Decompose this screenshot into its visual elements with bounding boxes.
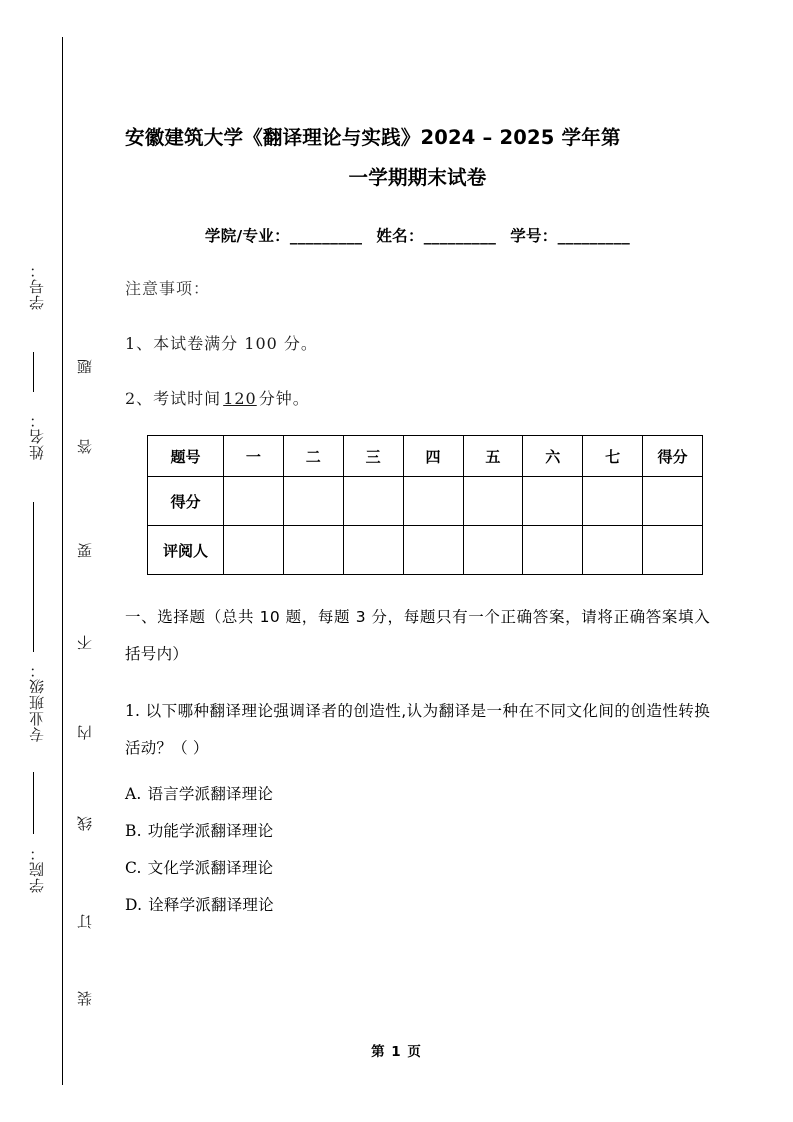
score-table-col-3: 三: [343, 436, 403, 477]
reviewer-cell[interactable]: [583, 526, 643, 575]
margin-label-name: 姓名：: [28, 412, 46, 460]
score-row-label: 得分: [148, 477, 224, 526]
reviewer-cell[interactable]: [463, 526, 523, 575]
student-info-row: [125, 198, 710, 246]
exam-duration-value: 120: [223, 389, 257, 408]
score-table-col-1: 一: [224, 436, 284, 477]
binding-char-ding: 订: [76, 913, 94, 929]
score-table-col-total: 得分: [643, 436, 703, 477]
question-1-option-c[interactable]: [125, 841, 710, 878]
question-1-option-d[interactable]: [125, 878, 710, 915]
page-title-line-2: 一学期期末试卷: [348, 166, 487, 189]
binding-char-ti: 题: [76, 358, 94, 374]
table-row: [148, 526, 703, 575]
option-a-text: 语言学派翻译理论: [147, 785, 274, 803]
margin-divider-1: [33, 352, 34, 392]
score-table-col-7: 七: [583, 436, 643, 477]
notice-item-2-prefix: 2、考试时间: [125, 389, 222, 408]
notice-heading: 注意事项：: [125, 279, 211, 298]
score-table-header-label: 题号: [148, 436, 224, 477]
score-cell[interactable]: [463, 477, 523, 526]
student-id-blank[interactable]: _________: [557, 227, 631, 245]
score-table-container: [125, 409, 710, 575]
document-body: [125, 0, 710, 1122]
table-row: [148, 477, 703, 526]
binding-char-nei: 内: [76, 724, 94, 740]
question-1: [125, 673, 710, 767]
reviewer-cell[interactable]: [523, 526, 583, 575]
margin-label-student-id: 学号：: [28, 262, 46, 310]
score-table-col-5: 五: [463, 436, 523, 477]
department-label: 学院/专业：: [204, 227, 290, 245]
notice-item-2: [125, 354, 710, 409]
score-cell[interactable]: [343, 477, 403, 526]
option-c-text: 文化学派翻译理论: [147, 859, 274, 877]
binding-char-xian: 线: [76, 815, 94, 831]
question-1-number: 1.: [125, 702, 141, 720]
binding-vertical-rule: [62, 37, 63, 1085]
reviewer-cell[interactable]: [403, 526, 463, 575]
page-title-line-1: 安徽建筑大学《翻译理论与实践》2024 – 2025 学年第: [125, 126, 621, 149]
score-table-col-6: 六: [523, 436, 583, 477]
reviewer-cell[interactable]: [224, 526, 284, 575]
score-cell[interactable]: [523, 477, 583, 526]
margin-divider-2: [33, 502, 34, 652]
binding-char-zhuang: 装: [76, 990, 94, 1006]
reviewer-row-label: 评阅人: [148, 526, 224, 575]
margin-label-class: 专业班级：: [28, 662, 46, 742]
option-d-text: 诠释学派翻译理论: [148, 896, 274, 914]
table-row: [148, 436, 703, 477]
binding-char-yao: 要: [76, 542, 94, 558]
score-table-col-4: 四: [403, 436, 463, 477]
score-table: [147, 435, 703, 575]
reviewer-cell[interactable]: [643, 526, 703, 575]
score-cell[interactable]: [224, 477, 284, 526]
department-blank[interactable]: _________: [289, 227, 363, 245]
notice-item-2-suffix: 分钟。: [258, 389, 310, 408]
student-id-label: 学号：: [510, 227, 558, 245]
reviewer-cell[interactable]: [283, 526, 343, 575]
page-title: [125, 0, 710, 198]
name-blank[interactable]: _________: [423, 227, 497, 245]
notice-item-1: 1、本试卷满分 100 分。: [125, 334, 318, 353]
page-footer: 第 1 页: [371, 1044, 422, 1060]
score-table-col-2: 二: [283, 436, 343, 477]
binding-margin: [0, 0, 110, 1122]
binding-char-bu: 不: [76, 634, 94, 650]
score-cell[interactable]: [583, 477, 643, 526]
binding-char-da: 答: [76, 438, 94, 454]
score-cell[interactable]: [403, 477, 463, 526]
score-cell[interactable]: [643, 477, 703, 526]
option-b-label: B.: [125, 822, 142, 840]
option-d-label: D.: [125, 896, 143, 914]
section-title-choice: 一、选择题（总共 10 题，每题 3 分，每题只有一个正确答案，请将正确答案填入括号内）: [125, 608, 710, 663]
score-cell[interactable]: [283, 477, 343, 526]
reviewer-cell[interactable]: [343, 526, 403, 575]
option-b-text: 功能学派翻译理论: [147, 822, 274, 840]
question-1-option-b[interactable]: [125, 804, 710, 841]
option-a-label: A.: [125, 785, 142, 803]
question-1-option-a[interactable]: [125, 767, 710, 804]
margin-divider-3: [33, 772, 34, 834]
margin-label-college: 学院：: [28, 845, 46, 893]
name-label: 姓名：: [376, 227, 424, 245]
question-1-text: 以下哪种翻译理论强调译者的创造性,认为翻译是一种在不同文化间的创造性转换活动？（ ）: [125, 702, 710, 757]
option-c-label: C.: [125, 859, 142, 877]
